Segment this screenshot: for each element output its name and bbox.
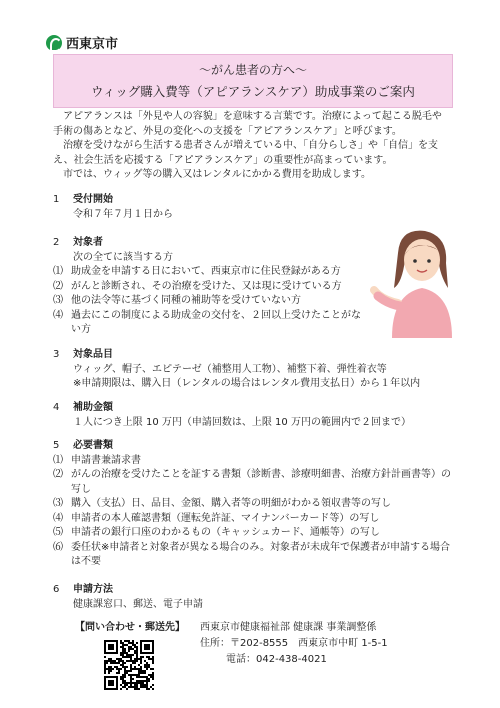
woman-illustration-icon (370, 228, 460, 338)
list-item: ⑹ 委任状※申請者と対象者が異なる場合のみ。対象者が未成年で保護者が申請する場合は不要 (53, 541, 450, 567)
contact-label: 【問い合わせ・郵送先】 (75, 622, 185, 633)
section-items (53, 348, 453, 392)
contact-org: 西東京市健康福祉部 健康課 事業調整係 (200, 622, 377, 633)
section-number: 2 (53, 237, 60, 248)
intro-paragraph: 市では、ウィッグ等の購入又はレンタルにかかる費用を助成します。 (63, 169, 371, 180)
section-eligibility (53, 236, 368, 338)
section-title: 対象品目 (73, 349, 113, 360)
contact-phone: 電話：042-438-4021 (226, 654, 327, 665)
list-item: ⑷ 過去にこの制度による助成金の交付を、２回以上受けたことがない方 (53, 309, 361, 335)
section-title: 補助金額 (73, 402, 113, 413)
section-amount (53, 401, 453, 430)
section-title: 受付開始 (73, 194, 113, 205)
city-name: 西東京市 (66, 37, 119, 52)
list-item: ⑸ 申請者の銀行口座のわかるもの（キャッシュカード、通帳等）の写し (53, 527, 380, 538)
list-item: ⑶ 他の法令等に基づく同種の補助等を受けていない方 (53, 295, 301, 306)
banner-title: ウィッグ購入費等（アピアランスケア）助成事業のご案内 (91, 84, 415, 99)
list-item: ⑴ 助成金を申請する日において、西東京市に住民登録がある方 (53, 266, 341, 277)
list-item: ⑷ 申請者の本人確認書類（運転免許証、マイナンバーカード等）の写し (53, 512, 380, 524)
section-body: １人につき上限 10 万円（申請回数は、上限 10 万円の範囲内で２回まで） (73, 416, 411, 428)
intro-text (53, 110, 448, 183)
section-title: 対象者 (73, 237, 103, 248)
list-item: ⑶ 購入（支払）日、品目、金額、購入者等の明細がわかる領収書等の写し (53, 498, 391, 509)
section-documents (53, 439, 453, 570)
section-application (53, 583, 453, 612)
section-body: 健康課窓口、郵送、電子申請 (73, 598, 203, 610)
contact-info (200, 620, 388, 668)
city-logo (46, 33, 118, 52)
title-banner (53, 54, 453, 108)
banner-subtitle: 〜がん患者の方へ〜 (198, 63, 307, 77)
section-body: 令和７年７月１日から (73, 208, 173, 220)
section-reception (53, 193, 433, 222)
section-number: 6 (53, 584, 60, 595)
section-title: 必要書類 (73, 440, 113, 451)
section-body: ウィッグ、帽子、エピテーゼ（補整用人工物）、補整下着、弾性着衣等 (73, 363, 387, 375)
section-lead: 次の全てに該当する方 (73, 251, 173, 263)
list-item: ⑵ がんと診断され、その治療を受けた、又は現に受けている方 (53, 280, 342, 292)
list-item: ⑴ 申請書兼請求書 (53, 454, 141, 466)
section-number: 4 (53, 402, 60, 413)
section-number: 1 (53, 194, 60, 205)
section-note: ※申請期限は、購入日（レンタルの場合はレンタル費用支払日）から１年以内 (73, 378, 421, 389)
contact-address: 住所：〒202-8555 西東京市中町 1-5-1 (200, 638, 388, 649)
contact-block (75, 620, 185, 636)
intro-paragraph: 治療を受けながら生活する患者さんが増えている中、「自分らしさ」や「自信」を支え、社会生活を応援する「アピアランスケア」の重要性が高まっています。 (53, 140, 438, 166)
section-number: 5 (53, 440, 60, 451)
section-title: 申請方法 (73, 584, 113, 595)
intro-paragraph: アピアランスは「外見や人の容貌」を意味する言葉です。治療によって起こる脱毛や手術の傷あとなど、外見の変化への支援を「アピアランスケア」と呼びます。 (53, 111, 442, 137)
city-emblem-icon (46, 35, 62, 51)
section-number: 3 (53, 349, 60, 360)
list-item: ⑵ がんの治療を受けたことを証する書類（診断書、診療明細書、治療方針計画書等）の写し (53, 469, 451, 495)
qr-code-icon[interactable] (104, 640, 154, 690)
